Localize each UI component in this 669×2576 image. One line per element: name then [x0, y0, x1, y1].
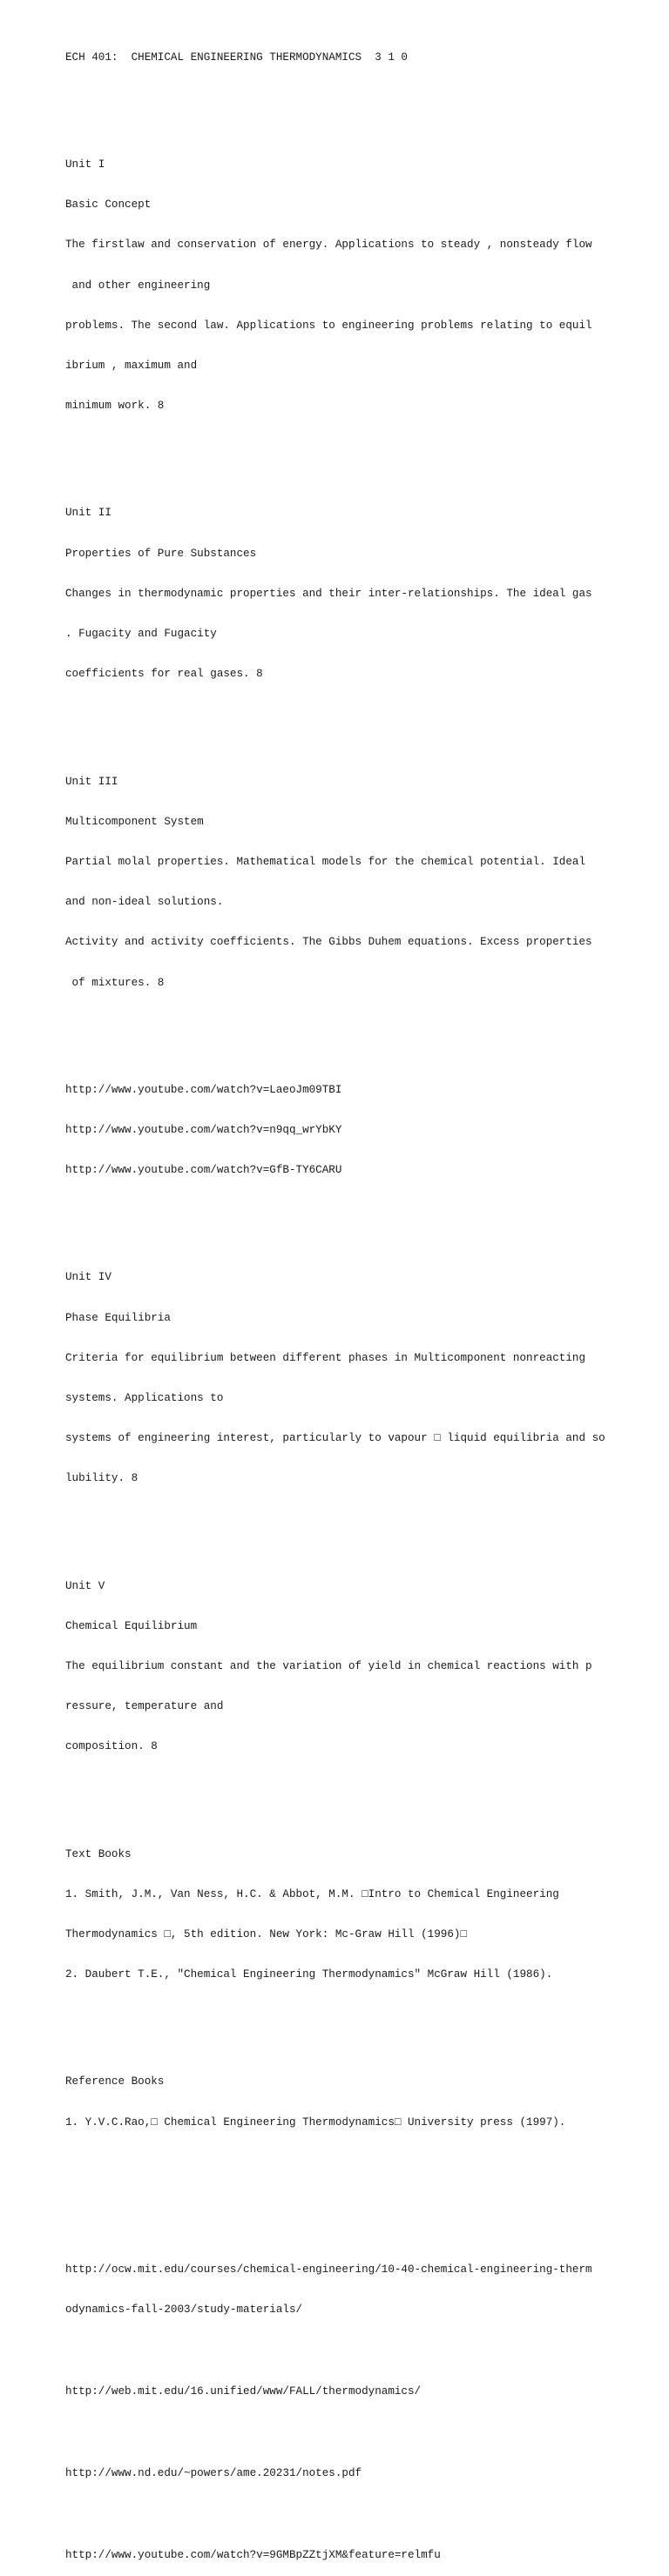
- text-books-heading: Text Books: [65, 1847, 132, 1860]
- unit-5-label: Unit V: [65, 1579, 105, 1592]
- unit-4-text-line: lubility. 8: [65, 1472, 139, 1485]
- youtube-link[interactable]: http://www.youtube.com/watch?v=9GMBpZZtjXM&feature=relmfu: [65, 2549, 441, 2562]
- unit-5-text-line: composition. 8: [65, 1740, 158, 1753]
- nd-notes-link[interactable]: http://www.nd.edu/~powers/ame.20231/notes.pdf: [65, 2467, 362, 2480]
- unit-2-text-line: Changes in thermodynamic properties and their inter-relationships. The ideal gas: [65, 587, 592, 600]
- unit-4-text-line: Criteria for equilibrium between different phases in Multicomponent nonreacting: [65, 1351, 586, 1364]
- spacer: [65, 708, 658, 721]
- unit-3-text-line: Activity and activity coefficients. The Gibbs Duhem equations. Excess properties: [65, 936, 592, 949]
- reference-books-heading: Reference Books: [65, 2075, 165, 2088]
- spacer: [65, 1513, 658, 1526]
- youtube-link[interactable]: http://www.youtube.com/watch?v=LaeoJm09TBI: [65, 1083, 342, 1096]
- unit-3-text-line: Partial molal properties. Mathematical models for the chemical potential. Ideal: [65, 855, 586, 868]
- unit-4-text-line: systems of engineering interest, particularly to vapour □ liquid equilibria and so: [65, 1432, 605, 1445]
- mit-web-link[interactable]: http://web.mit.edu/16.unified/www/FALL/thermodynamics/: [65, 2385, 422, 2398]
- unit-2-text-line: . Fugacity and Fugacity: [65, 628, 217, 641]
- unit-2-title: Properties of Pure Substances: [65, 547, 257, 560]
- unit-1-text-line: The firstlaw and conservation of energy. Applications to steady , nonsteady flow: [65, 239, 592, 252]
- unit-2-text-line: coefficients for real gases. 8: [65, 668, 263, 681]
- youtube-link[interactable]: http://www.youtube.com/watch?v=GfB-TY6CARU: [65, 1164, 342, 1177]
- unit-3-title: Multicomponent System: [65, 815, 204, 828]
- spacer: [65, 2344, 658, 2358]
- spacer: [65, 91, 658, 104]
- unit-5-title: Chemical Equilibrium: [65, 1619, 198, 1632]
- spacer: [65, 2508, 658, 2523]
- unit-3-label: Unit III: [65, 775, 118, 788]
- unit-1-text-line: minimum work. 8: [65, 400, 165, 413]
- unit-4-title: Phase Equilibria: [65, 1311, 171, 1324]
- text-book-entry: 1. Smith, J.M., Van Ness, H.C. & Abbot, M.M. □Intro to Chemical Engineering: [65, 1887, 559, 1900]
- mit-ocw-link-continued[interactable]: odynamics-fall-2003/study-materials/: [65, 2304, 303, 2317]
- unit-1-text-line: and other engineering: [65, 279, 211, 292]
- unit-2-label: Unit II: [65, 507, 112, 520]
- unit-1-title: Basic Concept: [65, 198, 152, 212]
- unit-3-text-line: and non-ideal solutions.: [65, 896, 224, 909]
- unit-1-text-line: ibrium , maximum and: [65, 360, 198, 373]
- syllabus-document: [65, 24, 658, 2576]
- course-header: ECH 401: CHEMICAL ENGINEERING THERMODYNAMICS 3 1 0: [65, 50, 408, 64]
- unit-1-label: Unit I: [65, 158, 105, 172]
- unit-5-text-line: ressure, temperature and: [65, 1700, 224, 1713]
- mit-ocw-link[interactable]: http://ocw.mit.edu/courses/chemical-engineering/10-40-chemical-engineering-therm: [65, 2263, 592, 2277]
- unit-5-text-line: The equilibrium constant and the variation of yield in chemical reactions with p: [65, 1660, 592, 1672]
- spacer: [65, 1017, 658, 1030]
- spacer: [65, 2426, 658, 2441]
- unit-1-text-line: problems. The second law. Applications to engineering problems relating to equil: [65, 319, 592, 332]
- unit-4-text-line: systems. Applications to: [65, 1391, 224, 1404]
- spacer: [65, 2008, 658, 2021]
- spacer: [65, 1781, 658, 1794]
- text-book-entry: Thermodynamics □, 5th edition. New York: Mc-Graw Hill (1996)□: [65, 1928, 468, 1941]
- reference-book-entry: 1. Y.V.C.Rao,□ Chemical Engineering Thermodynamics□ University press (1997).: [65, 2115, 566, 2129]
- unit-4-label: Unit IV: [65, 1271, 112, 1284]
- text-book-entry: 2. Daubert T.E., "Chemical Engineering Thermodynamics" McGraw Hill (1986).: [65, 1968, 553, 1981]
- youtube-link[interactable]: http://www.youtube.com/watch?v=n9qq_wrYbKY: [65, 1123, 342, 1136]
- spacer: [65, 2196, 658, 2209]
- spacer: [65, 1204, 658, 1217]
- spacer: [65, 440, 658, 453]
- spacer: [65, 2156, 658, 2169]
- unit-3-text-line: of mixtures. 8: [65, 976, 165, 989]
